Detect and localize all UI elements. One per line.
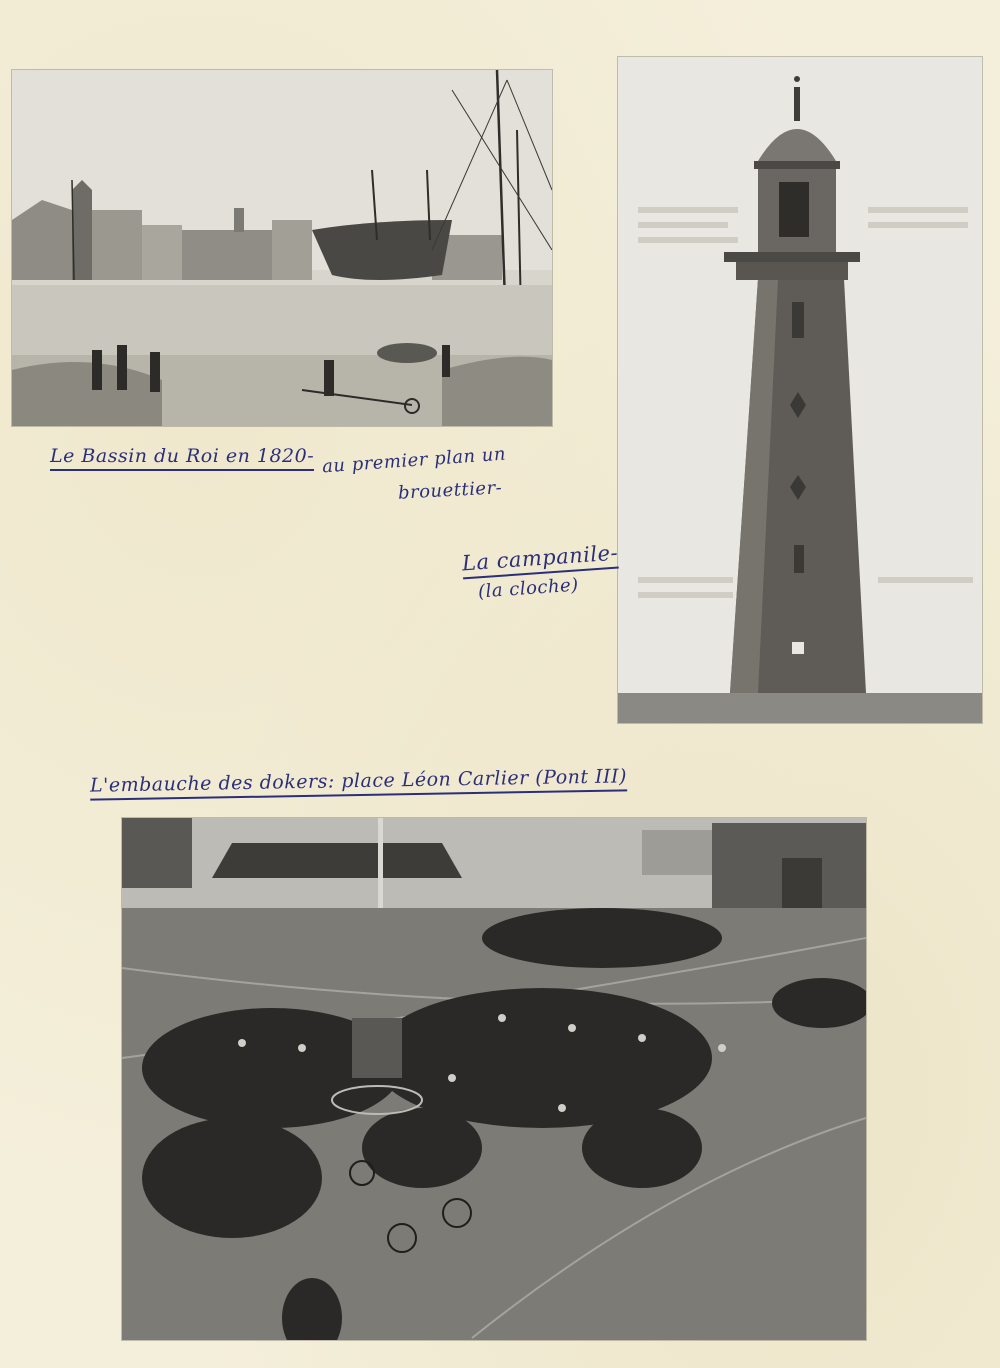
caption-bassin-du-roi: Le Bassin du Roi en 1820- [50, 445, 314, 471]
lighthouse-tower-image [618, 57, 982, 723]
bassin-du-roi-engraving [12, 70, 552, 426]
caption-premier-plan-line2: brouettier- [397, 477, 503, 504]
caption-la-cloche: (la cloche) [477, 574, 580, 603]
dockers-hiring-photo [122, 818, 866, 1340]
campanile-photo [618, 57, 982, 723]
crowd-square-photo-image [122, 818, 866, 1340]
caption-embauche-dockers: L'embauche des dokers: place Léon Carlier (Pont III) [90, 765, 627, 800]
caption-campanile: La campanile- [461, 541, 619, 580]
harbor-engraving-image [12, 70, 552, 426]
caption-premier-plan-line1: au premier plan un [321, 443, 507, 478]
